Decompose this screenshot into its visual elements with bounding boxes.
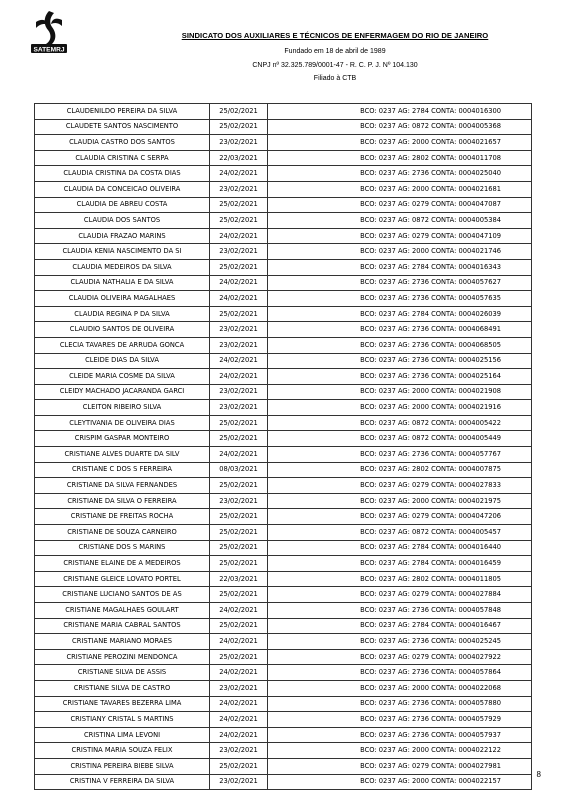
table-row [35,743,532,759]
table-row [35,649,532,665]
payment-date-cell: 24/02/2021 [210,369,268,385]
bank-account-cell: BCO: 0237 AG: 2736 CONTA: 0004057937 [268,727,532,743]
bank-account-cell: BCO: 0237 AG: 2000 CONTA: 0004021746 [268,244,532,260]
table-row [35,384,532,400]
table-row [35,603,532,619]
payment-date-cell: 25/02/2021 [210,259,268,275]
member-name-cell: CLEIDE DIAS DA SILVA [35,353,210,369]
table-row [35,587,532,603]
member-name-cell: CLAUDIA MEDEIROS DA SILVA [35,259,210,275]
member-name-cell: CRISTIANE ALVES DUARTE DA SILV [35,447,210,463]
table-row [35,400,532,416]
member-name-cell: CRISTIANE DE FREITAS ROCHA [35,509,210,525]
table-row [35,197,532,213]
table-row [35,150,532,166]
member-name-cell: CLAUDIA CRISTINA DA COSTA DIAS [35,166,210,182]
payment-date-cell: 24/02/2021 [210,228,268,244]
bank-account-cell: BCO: 0237 AG: 0872 CONTA: 0004005384 [268,213,532,229]
bank-account-cell: BCO: 0237 AG: 2736 CONTA: 0004068491 [268,322,532,338]
bank-account-cell: BCO: 0237 AG: 0279 CONTA: 0004047206 [268,509,532,525]
bank-account-cell: BCO: 0237 AG: 2000 CONTA: 0004022068 [268,680,532,696]
payment-date-cell: 23/02/2021 [210,181,268,197]
member-name-cell: CRISTIANE PEROZINI MENDONCA [35,649,210,665]
member-name-cell: CRISTIANY CRISTAL S MARTINS [35,712,210,728]
payment-date-cell: 25/02/2021 [210,306,268,322]
member-name-cell: CLAUDIA DA CONCEICAO OLIVEIRA [35,181,210,197]
bank-account-cell: BCO: 0237 AG: 0279 CONTA: 0004027922 [268,649,532,665]
bank-account-cell: BCO: 0237 AG: 2784 CONTA: 0004026039 [268,306,532,322]
bank-account-cell: BCO: 0237 AG: 2000 CONTA: 0004022157 [268,774,532,790]
table-row [35,447,532,463]
member-name-cell: CLEYTIVANIA DE OLIVEIRA DIAS [35,415,210,431]
payment-date-cell: 23/02/2021 [210,244,268,260]
member-name-cell: CRISTINA V FERREIRA DA SILVA [35,774,210,790]
payment-date-cell: 24/02/2021 [210,291,268,307]
member-name-cell: CRISTIANE GLEICE LOVATO PORTEL [35,571,210,587]
bank-account-cell: BCO: 0237 AG: 2736 CONTA: 0004057880 [268,696,532,712]
table-row [35,758,532,774]
table-row [35,509,532,525]
member-name-cell: CRISTIANE TAVARES BEZERRA LIMA [35,696,210,712]
member-name-cell: CLAUDIA CRISTINA C SERPA [35,150,210,166]
member-name-cell: CRISTIANE DA SILVA O FERREIRA [35,493,210,509]
member-name-cell: CLAUDIA KENIA NASCIMENTO DA SI [35,244,210,260]
table-row [35,306,532,322]
payment-date-cell: 22/03/2021 [210,150,268,166]
bank-account-cell: BCO: 0237 AG: 0279 CONTA: 0004047109 [268,228,532,244]
payment-date-cell: 25/02/2021 [210,758,268,774]
bank-account-cell: BCO: 0237 AG: 2736 CONTA: 0004025245 [268,634,532,650]
member-name-cell: CRISTINA MARIA SOUZA FELIX [35,743,210,759]
payment-date-cell: 25/02/2021 [210,431,268,447]
payment-date-cell: 25/02/2021 [210,197,268,213]
member-name-cell: CLAUDENILDO PEREIRA DA SILVA [35,104,210,120]
bank-account-cell: BCO: 0237 AG: 0872 CONTA: 0004005449 [268,431,532,447]
bank-account-cell: BCO: 0237 AG: 2000 CONTA: 0004022122 [268,743,532,759]
table-row [35,119,532,135]
payment-date-cell: 25/02/2021 [210,415,268,431]
member-name-cell: CLAUDIA DOS SANTOS [35,213,210,229]
member-name-cell: CRISTIANE MARIA CABRAL SANTOS [35,618,210,634]
payment-date-cell: 23/02/2021 [210,135,268,151]
member-name-cell: CLAUDIA OLIVEIRA MAGALHAES [35,291,210,307]
payment-date-cell: 24/02/2021 [210,727,268,743]
member-name-cell: CRISTIANE SILVA DE CASTRO [35,680,210,696]
table-row [35,727,532,743]
table-row [35,213,532,229]
member-name-cell: CLAUDIA CASTRO DOS SANTOS [35,135,210,151]
satemrj-emblem-icon [28,8,70,54]
table-row [35,493,532,509]
member-name-cell: CRISTIANE DE SOUZA CARNEIRO [35,525,210,541]
table-row [35,462,532,478]
bank-account-cell: BCO: 0237 AG: 2736 CONTA: 0004057864 [268,665,532,681]
table-row [35,634,532,650]
bank-account-cell: BCO: 0237 AG: 2736 CONTA: 0004068505 [268,337,532,353]
table-row [35,712,532,728]
payment-date-cell: 24/02/2021 [210,275,268,291]
table-row [35,556,532,572]
payment-date-cell: 25/02/2021 [210,104,268,120]
member-name-cell: CRISTINA PEREIRA BIEBE SILVA [35,758,210,774]
member-name-cell: CLEIDY MACHADO JACARANDA GARCI [35,384,210,400]
table-row [35,571,532,587]
table-row [35,696,532,712]
payment-date-cell: 23/02/2021 [210,680,268,696]
payment-date-cell: 25/02/2021 [210,649,268,665]
payment-date-cell: 24/02/2021 [210,166,268,182]
payment-date-cell: 25/02/2021 [210,525,268,541]
member-name-cell: CLEIDE MARIA COSME DA SILVA [35,369,210,385]
payment-date-cell: 08/03/2021 [210,462,268,478]
affiliation-line: Filiado à CTB [313,75,357,82]
bank-account-cell: BCO: 0237 AG: 2802 CONTA: 0004011708 [268,150,532,166]
registry-line: CNPJ nº 32.325.789/0001-47 - R. C. P. J. Nº 104.130 [252,62,418,69]
member-name-cell: CRISTIANE ELAINE DE A MEDEIROS [35,556,210,572]
table-row [35,166,532,182]
table-row [35,478,532,494]
bank-account-cell: BCO: 0237 AG: 2784 CONTA: 0004016459 [268,556,532,572]
member-name-cell: CLAUDIA DE ABREU COSTA [35,197,210,213]
payment-date-cell: 25/02/2021 [210,618,268,634]
bank-account-cell: BCO: 0237 AG: 0279 CONTA: 0004027981 [268,758,532,774]
payment-date-cell: 23/02/2021 [210,384,268,400]
member-name-cell: CLAUDETE SANTOS NASCIMENTO [35,119,210,135]
payment-date-cell: 25/02/2021 [210,556,268,572]
payment-date-cell: 23/02/2021 [210,774,268,790]
payment-date-cell: 25/02/2021 [210,540,268,556]
bank-account-cell: BCO: 0237 AG: 0872 CONTA: 0004005457 [268,525,532,541]
bank-account-cell: BCO: 0237 AG: 2000 CONTA: 0004021657 [268,135,532,151]
payment-date-cell: 25/02/2021 [210,213,268,229]
payment-date-cell: 25/02/2021 [210,509,268,525]
member-name-cell: CRISTIANE DOS S MARINS [35,540,210,556]
table-row [35,259,532,275]
satemrj-logo [28,8,70,54]
bank-account-cell: BCO: 0237 AG: 2784 CONTA: 0004016467 [268,618,532,634]
member-name-cell: CRISTIANE MARIANO MORAES [35,634,210,650]
table-row [35,337,532,353]
table-row [35,181,532,197]
payment-date-cell: 23/02/2021 [210,400,268,416]
table-row [35,369,532,385]
bank-account-cell: BCO: 0237 AG: 2802 CONTA: 0004011805 [268,571,532,587]
page-number: 8 [536,770,541,779]
bank-account-cell: BCO: 0237 AG: 0279 CONTA: 0004027884 [268,587,532,603]
table-row [35,228,532,244]
bank-account-cell: BCO: 0237 AG: 2736 CONTA: 0004057635 [268,291,532,307]
bank-account-cell: BCO: 0237 AG: 2736 CONTA: 0004025040 [268,166,532,182]
bank-account-cell: BCO: 0237 AG: 2802 CONTA: 0004007875 [268,462,532,478]
table-row [35,665,532,681]
table-row [35,291,532,307]
payment-date-cell: 24/02/2021 [210,634,268,650]
payment-date-cell: 24/02/2021 [210,665,268,681]
member-name-cell: CRISTIANE DA SILVA FERNANDES [35,478,210,494]
bank-account-cell: BCO: 0237 AG: 2784 CONTA: 0004016300 [268,104,532,120]
org-title: SINDICATO DOS AUXILIARES E TÉCNICOS DE ENFERMAGEM DO RIO DE JANEIRO [181,31,489,40]
member-name-cell: CLAUDIA FRAZAO MARINS [35,228,210,244]
bank-account-cell: BCO: 0237 AG: 2000 CONTA: 0004021908 [268,384,532,400]
founded-line: Fundado em 18 de abril de 1989 [284,48,386,55]
bank-account-cell: BCO: 0237 AG: 2736 CONTA: 0004025156 [268,353,532,369]
payment-date-cell: 24/02/2021 [210,447,268,463]
bank-account-cell: BCO: 0237 AG: 0872 CONTA: 0004005422 [268,415,532,431]
payment-date-cell: 22/03/2021 [210,571,268,587]
member-name-cell: CRISTINA LIMA LEVONI [35,727,210,743]
payment-date-cell: 25/02/2021 [210,119,268,135]
bank-account-cell: BCO: 0237 AG: 0279 CONTA: 0004047087 [268,197,532,213]
payment-table-body [35,104,532,790]
bank-account-cell: BCO: 0237 AG: 0872 CONTA: 0004005368 [268,119,532,135]
member-name-cell: CRISTIANE MAGALHAES GOULART [35,603,210,619]
payment-date-cell: 24/02/2021 [210,696,268,712]
table-row [35,353,532,369]
member-name-cell: CRISTIANE LUCIANO SANTOS DE AS [35,587,210,603]
bank-account-cell: BCO: 0237 AG: 2000 CONTA: 0004021975 [268,493,532,509]
payment-date-cell: 24/02/2021 [210,712,268,728]
payment-date-cell: 23/02/2021 [210,493,268,509]
member-name-cell: CRISTIANE C DOS S FERREIRA [35,462,210,478]
bank-account-cell: BCO: 0237 AG: 2784 CONTA: 0004016343 [268,259,532,275]
payment-date-cell: 24/02/2021 [210,353,268,369]
table-row [35,618,532,634]
table-row [35,774,532,790]
table-row [35,540,532,556]
member-name-cell: CLAUDIO SANTOS DE OLIVEIRA [35,322,210,338]
table-row [35,135,532,151]
bank-account-cell: BCO: 0237 AG: 2736 CONTA: 0004057767 [268,447,532,463]
bank-account-cell: BCO: 0237 AG: 2000 CONTA: 0004021681 [268,181,532,197]
payment-date-cell: 25/02/2021 [210,587,268,603]
table-row [35,431,532,447]
member-name-cell: CLECIA TAVARES DE ARRUDA GONCA [35,337,210,353]
payment-date-cell: 23/02/2021 [210,337,268,353]
bank-account-cell: BCO: 0237 AG: 2784 CONTA: 0004016440 [268,540,532,556]
payment-date-cell: 23/02/2021 [210,743,268,759]
bank-account-cell: BCO: 0237 AG: 2736 CONTA: 0004025164 [268,369,532,385]
payment-date-cell: 25/02/2021 [210,478,268,494]
member-name-cell: CRISPIM GASPAR MONTEIRO [35,431,210,447]
table-row [35,104,532,120]
member-name-cell: CLAUDIA REGINA P DA SILVA [35,306,210,322]
table-row [35,244,532,260]
member-name-cell: CLAUDIA NATHALIA E DA SILVA [35,275,210,291]
bank-account-cell: BCO: 0237 AG: 2736 CONTA: 0004057929 [268,712,532,728]
table-row [35,680,532,696]
bank-account-cell: BCO: 0237 AG: 2000 CONTA: 0004021916 [268,400,532,416]
member-name-cell: CLEITON RIBEIRO SILVA [35,400,210,416]
payment-table [34,103,532,790]
table-row [35,275,532,291]
bank-account-cell: BCO: 0237 AG: 0279 CONTA: 0004027833 [268,478,532,494]
payment-date-cell: 24/02/2021 [210,603,268,619]
table-row [35,415,532,431]
table-row [35,525,532,541]
table-row [35,322,532,338]
bank-account-cell: BCO: 0237 AG: 2736 CONTA: 0004057627 [268,275,532,291]
logo-text: SATEMRJ [33,46,65,54]
payment-date-cell: 23/02/2021 [210,322,268,338]
bank-account-cell: BCO: 0237 AG: 2736 CONTA: 0004057848 [268,603,532,619]
member-name-cell: CRISTIANE SILVA DE ASSIS [35,665,210,681]
